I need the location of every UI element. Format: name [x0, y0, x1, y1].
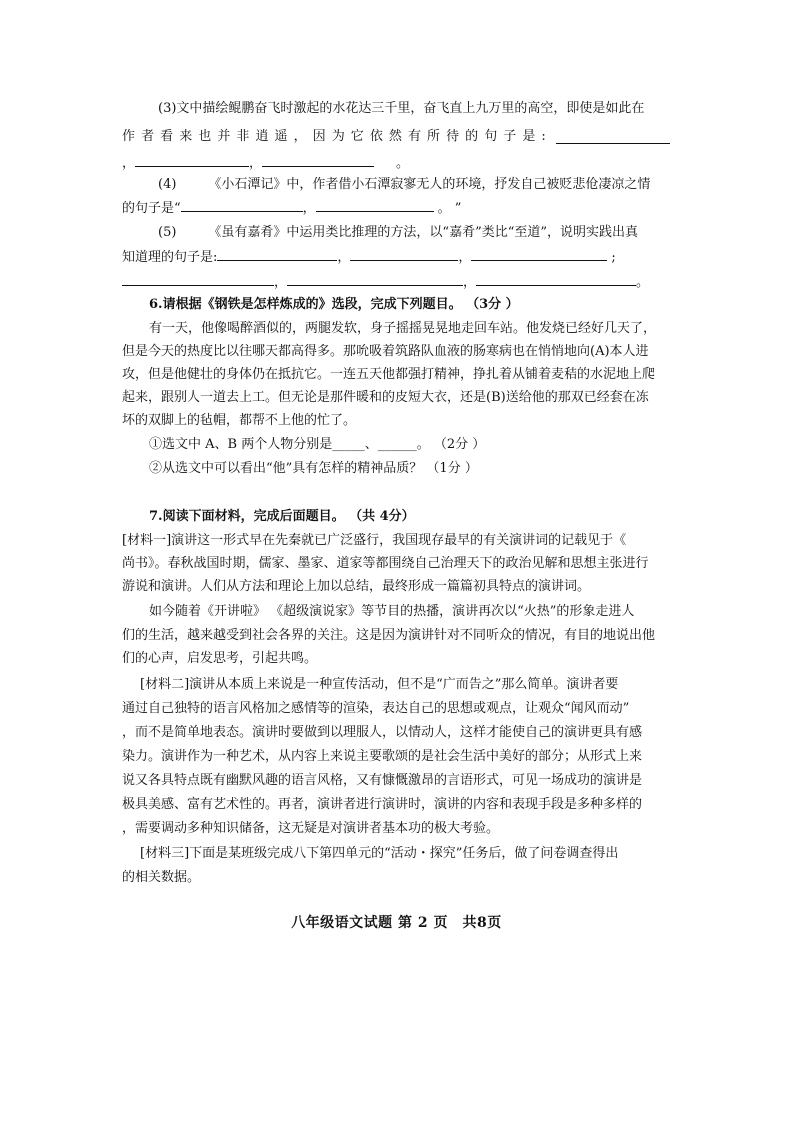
q3-line2-char: 并	[217, 129, 231, 144]
q3-line2-char: ，	[293, 129, 307, 144]
q3-line2-char: 为	[331, 129, 345, 144]
q6-para-line: 起来，跟别人一道去上工。但无论是那件暖和的皮短大衣，还是(B)送给他的那双已经套在冻	[122, 390, 649, 405]
q5-text: 《虽有嘉肴》中运用类比推理的方法，以“嘉肴”类比“至道”，说明实践出真	[208, 225, 639, 240]
q6-para-line: 坏的双脚上的毡帽，都帮不上他的忙了。	[122, 413, 357, 428]
material-3-line: 的相关数据。	[122, 870, 201, 885]
material-1-line: [材料一]演讲这一形式早在先秦就已广泛盛行，我国现存最早的有关演讲词的记载见于《	[122, 533, 627, 548]
material-1b-line: 如今随着《开讲啦》 《超级演说家》等节目的热播，演讲再次以“火热”的形象走进人	[149, 604, 635, 619]
q6-para-line: 有一天，他像喝醉酒似的，两腿发软，身子摇摇晃晃地走回车站。他发烧已经好几天了，	[149, 321, 657, 336]
q3-line2-char: 然	[388, 129, 402, 144]
q3-line2-char: 有	[407, 129, 421, 144]
q3-line2-char: 它	[350, 129, 364, 144]
q3-line2-char: 也	[198, 129, 212, 144]
q3-line2-char: 子	[503, 129, 517, 144]
answer-blank[interactable]	[476, 272, 636, 286]
q3-line2-char: 待	[446, 129, 460, 144]
q3-line2-char: :	[541, 129, 546, 144]
q4-line2: 的句子是“ ， 。 ”	[122, 198, 461, 218]
q3-line2-char: 因	[312, 129, 326, 144]
answer-blank[interactable]	[471, 247, 607, 261]
answer-blank[interactable]	[181, 198, 303, 212]
material-2-line: [材料二]演讲从本质上来说是一种宣传活动，但不是“广而告之”那么简单。演讲者要	[140, 677, 619, 692]
q3-line2-char: 是	[522, 129, 536, 144]
answer-blank[interactable]	[556, 130, 670, 144]
q3-line2-char: 遥	[274, 129, 288, 144]
q6-subquestion-1: ①选文中 A、B 两个人物分别是_____、______。 （2分 ）	[149, 437, 486, 452]
q3-line3: ， ， 。	[122, 153, 409, 173]
q6-para-line: 攻，但是他健壮的身体仍在抵抗它。一连五天他都强打精神，挣扎着从铺着麦秸的水泥地上爬	[122, 367, 656, 382]
material-2-line: ，需要调动多种知识储备，这无疑是对演讲者基本功的极大考验。	[122, 821, 500, 836]
material-2-line: 说又各具特点既有幽默风趣的语言风格，又有慷慨激昂的言语形式，可见一场成功的演讲是	[122, 773, 643, 788]
q3-line2-char: 依	[369, 129, 383, 144]
answer-blank[interactable]	[350, 247, 458, 261]
material-2-line: 极具美感、富有艺术性的。再者，演讲者进行演讲时，演讲的内容和表现手段是多种多样的	[122, 797, 643, 812]
q3-line2-char: 的	[465, 129, 479, 144]
q4-line1	[158, 176, 650, 194]
answer-blank[interactable]	[262, 153, 374, 167]
material-3-line: [材料三]下面是某班级完成八下第四单元的“活动・探究”任务后，做了问卷调查得出	[140, 846, 619, 861]
q3-line2-char: 所	[427, 129, 441, 144]
q7-title: 7.阅读下面材料，完成后面题目。 （共 4分）	[149, 509, 415, 524]
material-1b-line: 们的生活，越来越受到社会各界的关注。这是因为演讲针对不同听众的情况，有目的地说出他	[122, 628, 656, 643]
q3-line2	[122, 128, 546, 146]
q4-text: 《小石潭记》中，作者借小石潭寂寥无人的环境，抒发自己被贬悲伧凄凉之情	[208, 177, 651, 192]
q5-line3: ， ， 。	[122, 272, 649, 292]
answer-blank[interactable]	[287, 272, 463, 286]
q3-line1: (3)文中描绘鲲鹏奋飞时激起的水花达三千里，奋飞直上九万里的高空，即使是如此在	[158, 101, 645, 116]
q3-line2-char: 作	[122, 129, 136, 144]
q3-line2-char: 逍	[255, 129, 269, 144]
material-1-line: 尚书》。春秋战国时期，儒家、墨家、道家等都围绕自己治理天下的政治见解和思想主张进行	[122, 556, 649, 571]
material-2-line: 通过自己独特的语言风格加之感情等的渲染，表达自己的思想或观点，让观众“闻风而动”	[122, 701, 630, 716]
q3-line2-char: 看	[160, 129, 174, 144]
q5-number: (5)	[158, 225, 177, 240]
q3-line2-char: 者	[141, 129, 155, 144]
q5-line2: 知道理的句子是: ， ， ;	[122, 247, 616, 267]
q3-line2-char: 来	[179, 129, 193, 144]
material-2-line: 染力。演讲作为一种艺术，从内容上来说主要歌颂的是社会生活中美好的部分；从形式上来	[122, 749, 643, 764]
material-1b-line: 们的心声，启发思考，引起共鸣。	[122, 651, 318, 666]
q5-line1	[158, 224, 638, 242]
q6-subquestion-2: ②从选文中可以看出“他”具有怎样的精神品质？ （1分 ）	[149, 461, 478, 476]
answer-blank[interactable]	[122, 272, 274, 286]
q3-line2-char: 句	[484, 129, 498, 144]
q6-para-line: 但是今天的热度比以往哪天都高得多。那吮吸着筑路队血液的肠寒病也在悄悄地向(A)本人进	[122, 344, 649, 359]
answer-blank[interactable]	[316, 198, 434, 212]
period: 。	[396, 156, 410, 171]
answer-blank[interactable]	[217, 247, 337, 261]
answer-blank[interactable]	[135, 153, 249, 167]
q6-title: 6.请根据《钢铁是怎样炼成的》选段，完成下列题目。 （3分 ）	[149, 297, 519, 312]
q3-line2-char: 非	[236, 129, 250, 144]
material-2-line: ，而不是简单地表态。演讲时要做到以理服人，以情动人，这样才能使自己的演讲更具有感	[122, 725, 643, 740]
page-footer: 八年级语文试题 第 2 页 共8页	[291, 915, 502, 931]
q4-number: (4)	[158, 177, 177, 192]
material-1-line: 游说和演讲。人们从方法和理论上加以总结，最终形成一篇篇初具特点的演讲词。	[122, 579, 591, 594]
